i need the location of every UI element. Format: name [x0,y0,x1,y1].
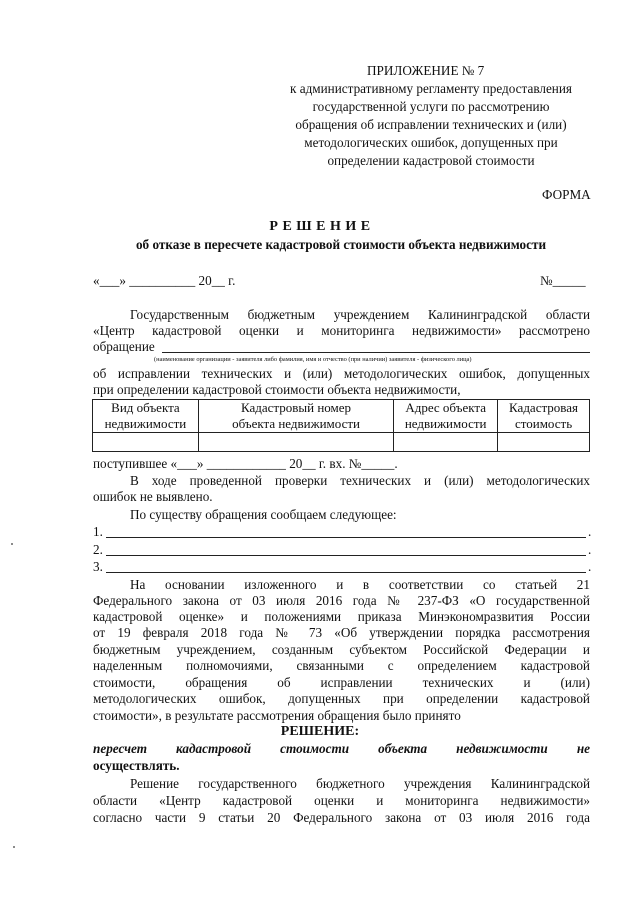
scan-speck [13,846,15,848]
table-header-cell: Адрес объекта недвижимости [394,400,498,433]
final-line-3: согласно части 9 статьи 20 Федерального закона от 03 июля 2016 года [93,810,590,825]
decision-line-1: пересчет кадастровой стоимости объекта недвижимости не [93,741,590,756]
appendix-title: ПРИЛОЖЕНИЕ № 7 [367,63,485,78]
basis-line-4: от 19 февраля 2018 года № 73 «Об утверждении порядка рассмотрения [93,625,590,640]
table-header-cell: Кадастровый номер объекта недвижимости [198,400,393,433]
decision-line-2: осуществлять. [93,758,180,773]
basis-line-1: На основании изложенного и в соответствии со статьей 21 [130,577,590,592]
basis-line-5: бюджетным учреждением, созданным субъектом Российской Федерации и [93,642,590,657]
essence-line: По существу обращения сообщаем следующее: [130,507,397,522]
decision-heading: РЕШЕНИЕ: [280,724,360,739]
received-line: поступившее «___» ____________ 20__ г. вх. №_____. [93,456,398,471]
number-field: №_____ [540,273,586,288]
property-table [92,399,590,452]
item-period: . [588,524,592,539]
item-period: . [588,559,592,574]
intro-line-2: «Центр кадастровой оценки и мониторинга недвижимости» рассмотрено [93,323,590,338]
basis-line-8: методологических ошибок, допущенных при определении кадастровой [93,691,590,706]
applicant-underline [162,352,590,353]
basis-line-2: Федерального закона от 03 июля 2016 года № 237-ФЗ «О государственной [93,593,590,608]
item-number: 2. [93,542,103,557]
intro-line-3: обращение [93,339,155,354]
header-line-5: определении кадастровой стоимости [327,153,535,168]
final-line-1: Решение государственного бюджетного учреждения Калининградской [130,776,590,791]
table-cell [93,433,199,452]
item-period: . [588,542,592,557]
basis-line-6: наделенным полномочиями, связанными с определением кадастровой [93,658,590,673]
item-number: 1. [93,524,103,539]
table-cell [198,433,393,452]
date-field: «___» __________ 20__ г. [93,273,236,288]
table-row [93,433,590,452]
check-line-1: В ходе проведенной проверки технических и (или) методологических [130,473,590,488]
item-number: 3. [93,559,103,574]
table-cell [394,433,498,452]
basis-line-last: стоимости», в результате рассмотрения обращения было принято [93,708,461,723]
intro-line-5: при определении кадастровой стоимости объекта недвижимости, [93,382,461,397]
final-line-2: области «Центр кадастровой оценки и мониторинга недвижимости» [93,793,590,808]
document-title: Р Е Ш Е Н И Е [269,219,371,234]
table-header-cell: Вид объекта недвижимости [93,400,199,433]
table-cell [498,433,590,452]
basis-line-7: стоимости, обращения об исправлении технических и (или) [93,675,590,690]
header-line-4: методологических ошибок, допущенных при [304,135,558,150]
header-line-2: государственной услуги по рассмотрению [312,99,550,114]
header-line-1: к административному регламенту предоставления [290,81,572,96]
intro-line-1: Государственным бюджетным учреждением Калининградской области [130,307,590,322]
check-line-2: ошибок не выявлено. [93,489,213,504]
header-line-3: обращения об исправлении технических и (или) [295,117,567,132]
intro-line-4: об исправлении технических и (или) методологических ошибок, допущенных [93,366,590,381]
applicant-hint: (наименование организации - заявителя либо фамилия, имя и отчество (при наличии) заявителя - физического лица) [154,356,472,363]
item-underline [106,537,586,538]
item-underline [106,572,586,573]
item-underline [106,555,586,556]
document-subtitle: об отказе в пересчете кадастровой стоимости объекта недвижимости [135,237,547,252]
table-header-cell: Кадастровая стоимость [498,400,590,433]
basis-line-3: кадастровой оценке» и положениями приказа Минэкономразвития России [93,609,590,624]
scan-speck [11,543,13,545]
table-header-row [93,400,590,433]
form-label: ФОРМА [542,187,591,202]
